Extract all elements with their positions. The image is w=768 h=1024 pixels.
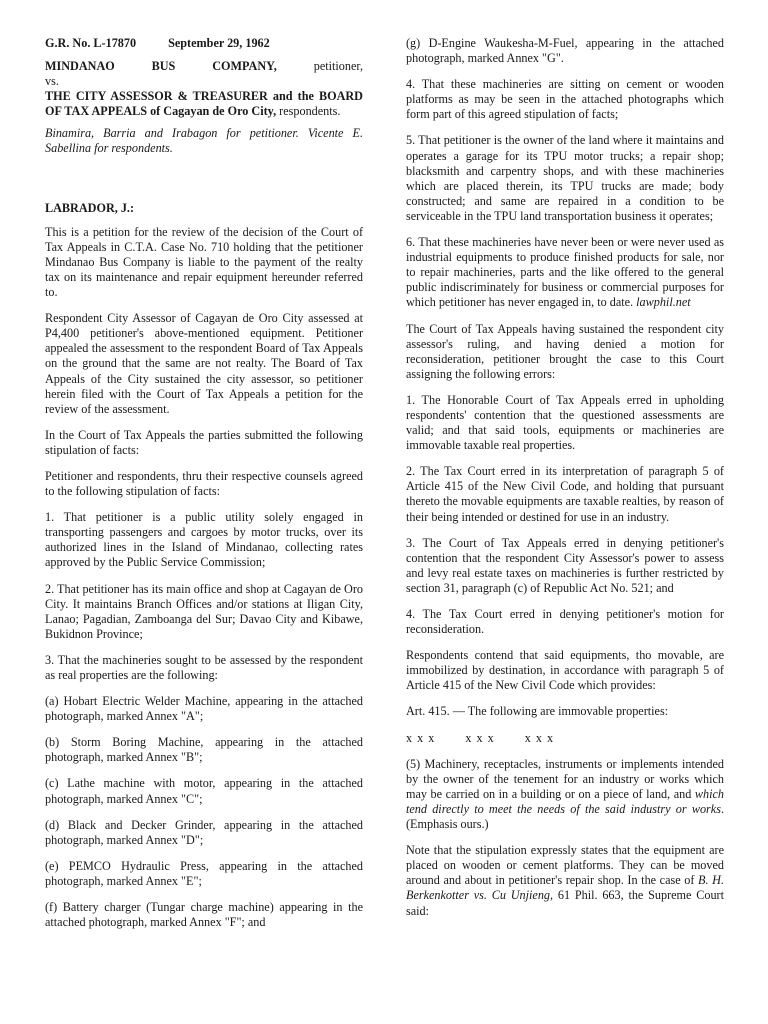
paragraph: 5. That petitioner is the owner of the land where it maintains and operates a garage for its TPU motor trucks; a repair shop; blacksmith and carpentry shops, and with these machineries which are placed therein, its TPU trucks are made; body constructed; and same are repaired in a condition to be serviceable in the TPU land transportation business it operates; [406, 133, 724, 223]
left-column [45, 36, 363, 941]
paragraph-text: Note that the stipulation expressly states that the equipment are placed on wooden or cement platforms. They can be moved around and about in petitioner's repair shop. In the case of [406, 843, 724, 888]
ellipsis-mark: x x x [406, 730, 436, 745]
paragraph: The Court of Tax Appeals having sustained the respondent city assessor's ruling, and having denied a motion for reconsideration, petitioner brought the case to this Court assigning the following errors: [406, 321, 724, 381]
case-date: September 29, 1962 [168, 36, 270, 50]
paragraph: 4. That these machineries are sitting on cement or wooden platforms as may be seen in the attached photographs which form part of this agreed stipulation of facts; [406, 77, 724, 122]
respondents-name: THE CITY ASSESSOR & TREASURER and the BOARD OF TAX APPEALS of Cagayan de Oro City, [45, 89, 363, 119]
paragraph: 2. That petitioner has its main office and shop at Cagayan de Oro City. It maintains Branch Offices and/or stations at Iligan City, Lanao; Pagadian, Zamboanga del Sur; Davao City and Kibawe, Bukidnon Province; [45, 581, 363, 641]
petitioner-name: MINDANAO BUS COMPANY, [45, 59, 277, 73]
lawphil-watermark: lawphil.net [633, 295, 691, 310]
respondents-line [45, 89, 363, 119]
counsel-line [45, 126, 363, 156]
emphasis-text: which tend directly to meet the needs of the said industry or works [406, 786, 724, 816]
paragraph: This is a petition for the review of the decision of the Court of Tax Appeals in C.T.A. Case No. 710 holding that the petitioner Mindanao Bus Company is liable to the payment of the realty tax on its maintenance and repair equipment hereunder referred to. [45, 224, 363, 300]
paragraph [406, 757, 724, 832]
paragraph: (d) Black and Decker Grinder, appearing in the attached photograph, marked Annex "D"; [45, 817, 363, 847]
petitioner-role: petitioner, [276, 59, 363, 73]
paragraph: (b) Storm Boring Machine, appearing in the attached photograph, marked Annex "B"; [45, 735, 363, 765]
paragraph: 1. The Honorable Court of Tax Appeals erred in upholding respondents' contention that the questioned assessments are valid; and that said tools, equipments or machineries are immovable taxable real properties. [406, 392, 724, 453]
respondents-role: respondents. [276, 104, 341, 119]
paragraph: Art. 415. — The following are immovable properties: [406, 704, 669, 719]
ellipsis-marks [406, 731, 724, 746]
case-citation: B. H. Berkenkotter vs. Cu Unjieng [406, 873, 724, 903]
paragraph: 4. The Tax Court erred in denying petitioner's motion for reconsideration. [406, 607, 724, 637]
ponente: LABRADOR, J.: [45, 200, 135, 215]
paragraph: 2. The Tax Court erred in its interpretation of paragraph 5 of Article 415 of the New Civil Code, and holding that pursuant thereto the movable equipments are taxable realties, by reason of their being intended or destined for use in an industry. [406, 464, 724, 524]
paragraph-text: . (Emphasis ours.) [406, 801, 724, 832]
right-column [406, 36, 724, 930]
paragraph: (c) Lathe machine with motor, appearing in the attached photograph, marked Annex "C"; [45, 776, 363, 806]
versus: vs. [45, 74, 59, 89]
paragraph [406, 235, 724, 310]
counsel-petitioner: Binamira, Barria and Irabagon for petitioner. [45, 126, 299, 141]
paragraph: In the Court of Tax Appeals the parties submitted the following stipulation of facts: [45, 427, 363, 457]
paragraph: Petitioner and respondents, thru their respective counsels agreed to the following stipulation of facts: [45, 468, 363, 499]
paragraph [406, 843, 724, 918]
paragraph: 3. The Court of Tax Appeals erred in denying petitioner's contention that the respondent City Assessor's power to assess and levy real estate taxes on machineries is further restricted by section 31, paragraph (c) of Republic Act No. 521; and [406, 535, 724, 595]
case-parties [45, 59, 363, 119]
paragraph: (f) Battery charger (Tungar charge machine) appearing in the attached photograph, marked Annex "F"; and [45, 900, 363, 930]
paragraph-text: (5) Machinery, receptacles, instruments or implements intended by the owner of the tenement for an industry or works which may be carried on in a building or on a piece of land, and [406, 756, 724, 801]
paragraph: (a) Hobart Electric Welder Machine, appearing in the attached photograph, marked Annex "A"; [45, 694, 363, 724]
paragraph: 1. That petitioner is a public utility solely engaged in transporting passengers and cargoes by motor trucks, over its authorized lines in the Island of Mindanao, collecting rates approved by the Public Service Commission; [45, 510, 363, 570]
paragraph: 3. That the machineries sought to be assessed by the respondent as real properties are the following: [45, 652, 363, 682]
paragraph: (g) D-Engine Waukesha-M-Fuel, appearing in the attached photograph, marked Annex "G". [406, 36, 724, 66]
case-header [45, 36, 363, 51]
paragraph: Respondents contend that said equipments, tho movable, are immobilized by destination, in accordance with paragraph 5 of Article 415 of the New Civil Code which provides: [406, 648, 724, 693]
paragraph: (e) PEMCO Hydraulic Press, appearing in the attached photograph, marked Annex "E"; [45, 858, 363, 888]
paragraph-text: , 61 Phil. 663, the Supreme Court said: [406, 888, 725, 918]
petitioner-line [45, 59, 363, 74]
paragraph-text: 6. That these machineries have never been or were never used as industrial equipments to produce finished products for sale, nor to repair machineries, parts and the like offered to the general public indiscriminately for business or commercial purposes for which petitioner has never engaged in, to date. [406, 235, 724, 310]
case-number: G.R. No. L-17870 [45, 36, 137, 50]
paragraph: Respondent City Assessor of Cagayan de Oro City assessed at P4,400 petitioner's above-mentioned equipment. Petitioner appealed the assessment to the respondent Board of Tax Appeals on the ground that the same are not realty. The Board of Tax Appeals of the City sustained the city assessor, so petitioner herein filed with the Court of Tax Appeals a petition for the review of the assessment. [45, 311, 363, 416]
ellipsis-mark: x x x [524, 730, 555, 745]
ellipsis-mark: x x x [465, 730, 495, 745]
counsel-respondents: Vicente E. Sabellina for respondents. [45, 126, 363, 156]
